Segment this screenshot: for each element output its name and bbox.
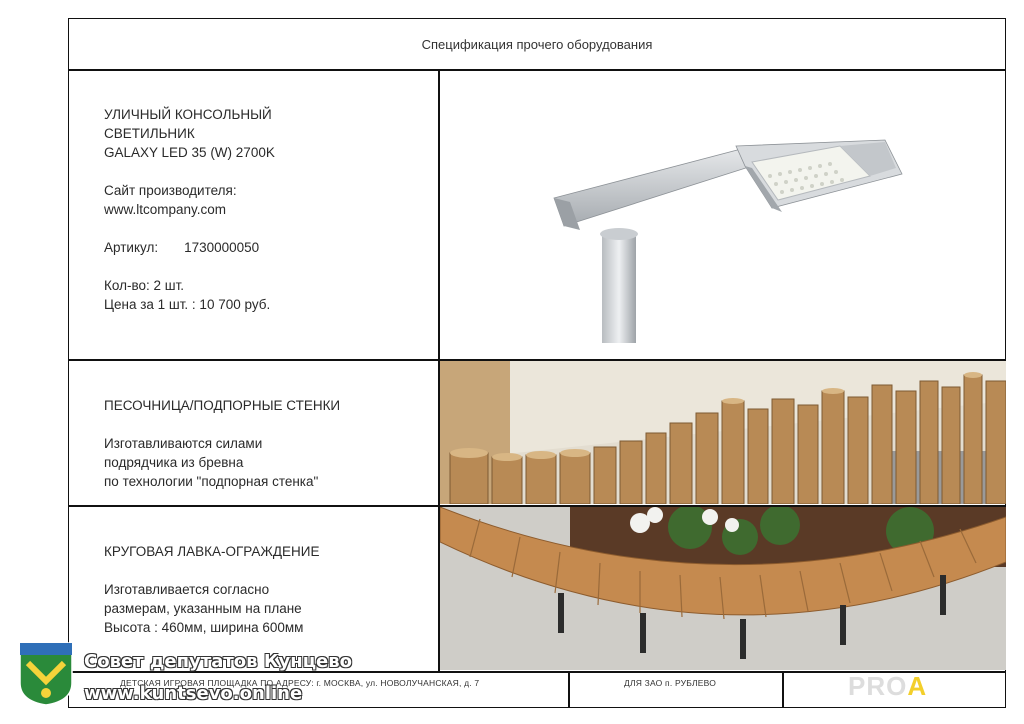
pro-a-logo: [848, 671, 927, 702]
item-description: Изготавливаются силами: [104, 436, 263, 451]
sandbox-description: [104, 396, 340, 491]
item-description: по технологии "подпорная стенка": [104, 474, 319, 489]
item-description: Высота : 460мм, ширина 600мм: [104, 620, 304, 635]
page-title: Спецификация прочего оборудования: [421, 36, 653, 52]
price: Цена за 1 шт. : 10 700 руб.: [104, 297, 271, 312]
item-name: ПЕСОЧНИЦА/ПОДПОРНЫЕ СТЕНКИ: [104, 398, 341, 413]
article-label: Артикул:: [104, 240, 159, 255]
kuntsevo-emblem-icon: [18, 641, 74, 707]
item-name: КРУГОВАЯ ЛАВКА-ОГРАЖДЕНИЕ: [104, 544, 320, 559]
footer-divider: [782, 671, 784, 708]
item-description: размерам, указанным на плане: [104, 601, 302, 616]
street-lamp-image: [540, 128, 910, 348]
item-description: подрядчика из бревна: [104, 455, 244, 470]
item-name: GALAXY LED 35 (W) 2700K: [104, 145, 275, 160]
lamp-description: [104, 105, 275, 314]
watermark-council: Совет депутатов Кунцево: [84, 651, 353, 672]
footer-divider: [568, 671, 570, 708]
round-bench-image: [440, 507, 1006, 670]
site-url: www.ltcompany.com: [104, 202, 227, 217]
watermark-url: www.kuntsevo.online: [84, 683, 303, 704]
logo-a: A: [907, 671, 928, 701]
item-name: УЛИЧНЫЙ КОНСОЛЬНЫЙ: [104, 107, 272, 122]
item-description: Изготавливается согласно: [104, 582, 270, 597]
site-label: Сайт производителя:: [104, 183, 237, 198]
log-sandbox-image: [440, 361, 1006, 504]
bench-description: [104, 542, 319, 637]
quantity: Кол-во: 2 шт.: [104, 278, 185, 293]
footer-address: ДЕТСКАЯ ИГРОВАЯ ПЛОЩАДКА ПО АДРЕСУ: г. МОСКВА, ул. НОВОЛУЧАНСКАЯ, д. 7: [120, 678, 480, 688]
logo-pro: PRO: [848, 671, 908, 701]
footer-client: ДЛЯ ЗАО п. РУБЛЕВО: [624, 678, 717, 688]
article-row: [104, 238, 275, 257]
article-value: 1730000050: [184, 240, 260, 255]
item-name: СВЕТИЛЬНИК: [104, 126, 195, 141]
